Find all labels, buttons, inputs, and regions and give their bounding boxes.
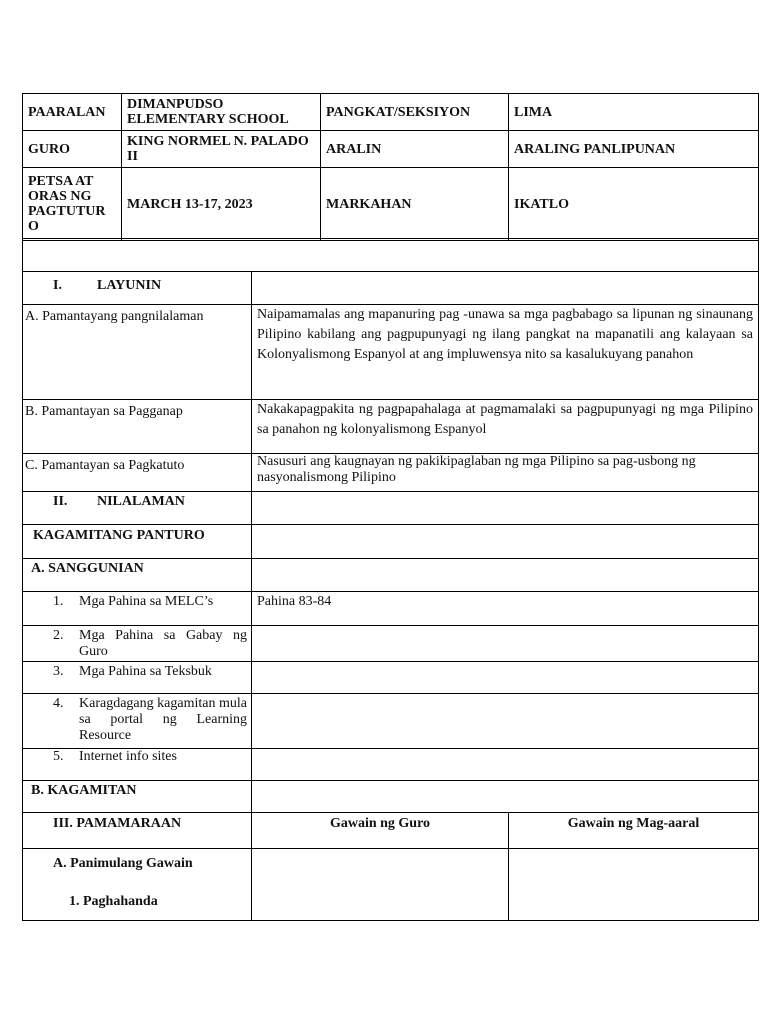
references-heading: A. SANGGUNIAN [23,559,252,592]
objectives-heading [23,272,252,305]
content-standard-label: A. Pamantayang pangnilalaman [23,305,252,400]
reference-item-3-value [252,662,759,694]
reference-item-1-label: Mga Pahina sa MELC’s [79,594,214,609]
objectives-title: LAYUNIN [97,278,162,293]
introductory-activity [23,849,252,921]
preparation-title: 1. Paghahanda [69,894,158,909]
quarter-label: MARKAHAN [321,168,509,241]
reference-item-5-label: Internet info sites [79,749,177,764]
reference-item-1-value: Pahina 83-84 [252,592,759,626]
reference-item-4-num: 4. [53,696,64,711]
materials-heading: KAGAMITANG PANTURO [23,525,252,559]
teacher-value: KING NORMEL N. PALADO II [122,131,321,168]
reference-item-2-label: Mga Pahina sa Gabay ng Guro [79,628,247,659]
date-label: PETSA AT ORAS NG PAGTUTUR O [23,168,122,241]
reference-item-3-num: 3. [53,664,64,679]
school-value: DIMANPUDSO ELEMENTARY SCHOOL [122,94,321,131]
content-number: II. [53,494,68,509]
reference-item-5-value [252,749,759,781]
reference-item-4-value [252,694,759,749]
learning-competency-text: Nasusuri ang kaugnayan ng pakikipaglaban ng mga Pilipino sa pag-usbong ng nasyonalismong Pilipino [252,454,759,492]
reference-item-5-num: 5. [53,749,64,764]
header-table [22,93,759,241]
objectives-number: I. [53,278,62,293]
reference-item-2 [23,626,252,662]
reference-item-2-num: 2. [53,628,64,643]
subject-value: ARALING PANLIPUNAN [509,131,759,168]
teacher-activity-heading: Gawain ng Guro [252,813,509,849]
reference-item-5 [23,749,252,781]
spacer-row [23,239,759,272]
content-title: NILALAMAN [97,494,185,509]
performance-standard-label: B. Pamantayan sa Pagganap [23,400,252,454]
learning-competency-label: C. Pamantayan sa Pagkatuto [23,454,252,492]
lesson-table [22,238,759,921]
procedure-heading: III. PAMAMARAAN [23,813,252,849]
reference-item-1-num: 1. [53,594,64,609]
reference-item-4 [23,694,252,749]
teacher-label: GURO [23,131,122,168]
student-activity-heading: Gawain ng Mag-aaral [509,813,759,849]
performance-standard-text: Nakakapagpakita ng pagpapahalaga at pagmamalaki sa pagpupunyagi ng mga Pilipino sa panahon ng kolonyalismong Espanyol [252,400,759,454]
subject-label: ARALIN [321,131,509,168]
student-activity-cell [509,849,759,921]
reference-item-1 [23,592,252,626]
school-label: PAARALAN [23,94,122,131]
section-value: LIMA [509,94,759,131]
quarter-value: IKATLO [509,168,759,241]
reference-item-3-label: Mga Pahina sa Teksbuk [79,664,212,679]
content-standard-text: Naipamamalas ang mapanuring pag -unawa sa mga pagbabago sa lipunan ng sinaunang Pilipino kabilang ang pagpupunyagi ng ilang pangkat na mapanatili ang kalayaan sa Kolonyalismong Espanyol at ang impluwensya nito sa kasalukuyang panahon [252,305,759,400]
reference-item-3 [23,662,252,694]
kagamitan-heading: B. KAGAMITAN [23,781,252,813]
section-label: PANGKAT/SEKSIYON [321,94,509,131]
teacher-activity-cell [252,849,509,921]
content-heading [23,492,252,525]
reference-item-4-label: Karagdagang kagamitan mula sa portal ng Learning Resource [79,696,247,743]
introductory-activity-title: A. Panimulang Gawain [53,856,193,871]
date-value: MARCH 13-17, 2023 [122,168,321,241]
reference-item-2-value [252,626,759,662]
